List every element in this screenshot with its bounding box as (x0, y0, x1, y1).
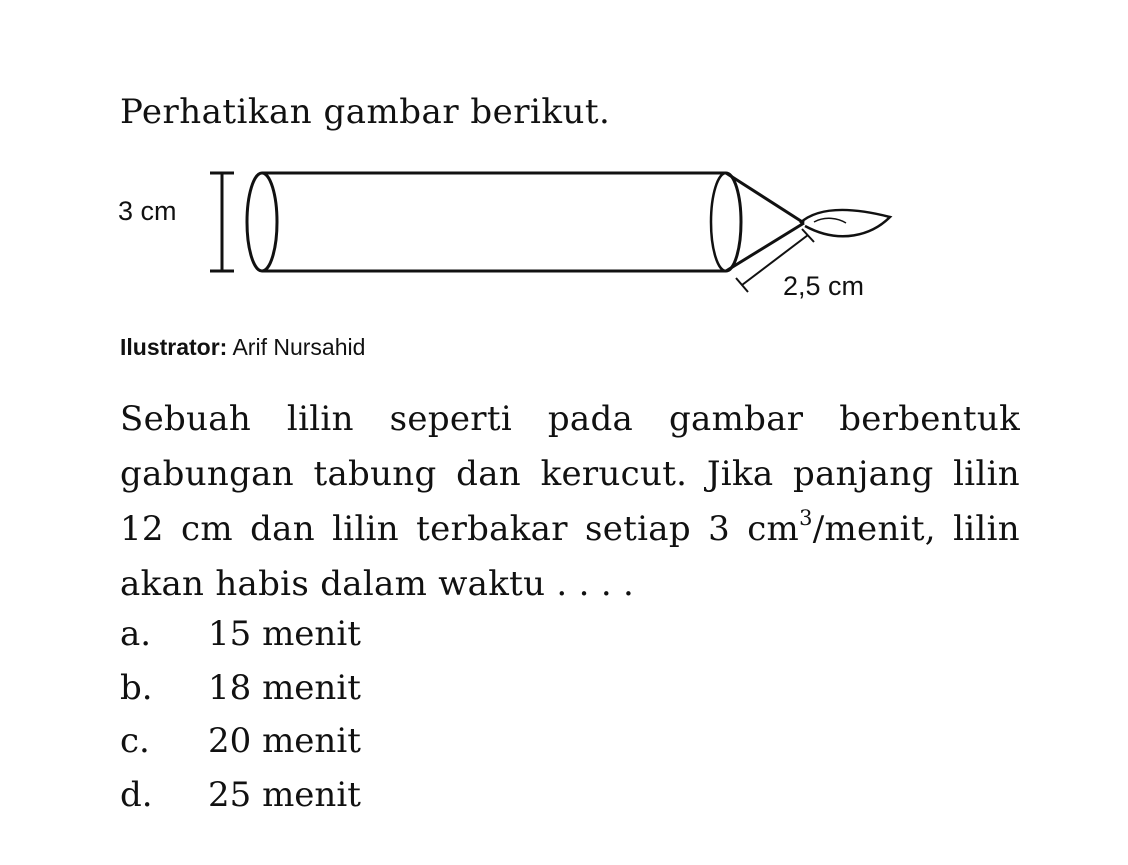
cylinder-body (247, 173, 741, 271)
question-part1: Sebuah lilin seperti pada gambar berbentuk gabungan tabung dan kerucut. Jika panjang lilin 12 cm dan lilin terbakar setiap 3 cm (120, 399, 1020, 549)
question-text (120, 392, 1020, 612)
option-letter: d. (120, 774, 153, 815)
question-exponent: 3 (799, 506, 813, 530)
option-text: 25 menit (208, 774, 361, 815)
option-text: 20 menit (208, 721, 361, 761)
option-letter: b. (120, 667, 153, 708)
diameter-label: 3 cm (118, 196, 177, 226)
credit-name: Arif Nursahid (232, 334, 366, 360)
flame-icon (800, 210, 890, 236)
question-part2: /menit, lilin akan habis dalam waktu . . . . (120, 509, 1020, 604)
candle-figure (0, 150, 1128, 310)
slant-label: 2,5 cm (783, 271, 865, 301)
option-a[interactable] (120, 608, 361, 662)
answer-options (120, 608, 361, 822)
intro-text: Perhatikan gambar berikut. (120, 92, 611, 132)
option-letter: c. (120, 721, 150, 761)
option-d[interactable] (120, 769, 361, 823)
diameter-bracket (210, 173, 234, 271)
option-b[interactable] (120, 662, 361, 716)
option-c[interactable] (120, 715, 361, 769)
option-text: 15 menit (208, 614, 361, 654)
credit-label: Ilustrator: (120, 334, 228, 360)
option-text: 18 menit (208, 667, 361, 708)
option-letter: a. (120, 614, 152, 654)
illustrator-credit (120, 334, 365, 361)
